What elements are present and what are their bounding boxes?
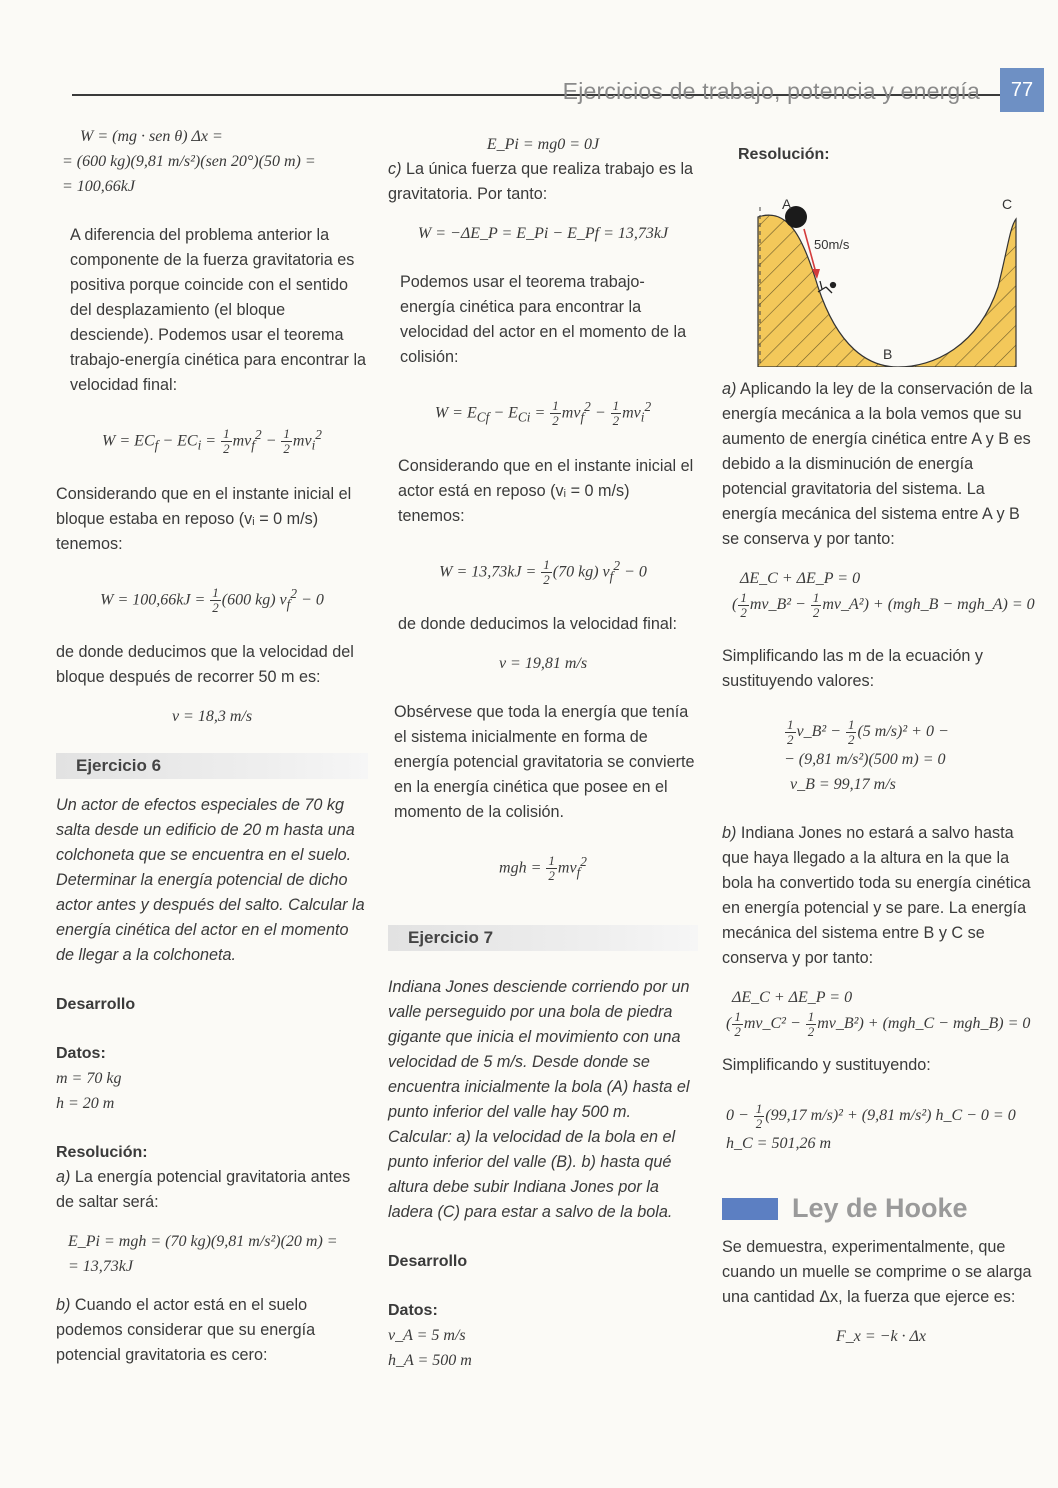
- valley-slope: [758, 215, 1016, 367]
- exercise-7-heading: Ejercicio 7: [388, 925, 698, 951]
- data-line: m = 70 kg: [56, 1070, 122, 1088]
- equation: h_C = 501,26 m: [726, 1135, 832, 1152]
- section-color-block: [722, 1198, 778, 1220]
- label-b: B: [883, 346, 893, 362]
- section-label: Resolución:: [56, 1144, 148, 1162]
- equation: E_Pi = mgh = (70 kg)(9,81 m/s²)(20 m) =: [68, 1233, 338, 1251]
- paragraph: b) Indiana Jones no estará a salvo hasta que haya llegado a la altura en la que la bola ha convertido toda su energía cinética en energía potencial y se pare. La energía mecánica del sistema entre B y C se conserva y por tanto:: [722, 824, 1031, 967]
- equation: ( $\frac{1}{2}$ mv_C² − $\frac{1}{2}$ mv_B²) + (mgh_C − mgh_B) = 0: [726, 1009, 1031, 1039]
- label-speed: 50m/s: [814, 237, 850, 252]
- equation: v_B = 99,17 m/s: [790, 776, 896, 793]
- equation: W = −ΔE_P = E_Pi − E_Pf = 13,73kJ: [417, 225, 669, 242]
- paragraph: Simplificando las m de la ecuación y sustituyendo valores:: [722, 647, 983, 690]
- paragraph: Obsérvese que toda la energía que tenía el sistema inicialmente en forma de energía potencial gravitatoria se convierte en la energía cinética que posee en el momento de la colisión.: [394, 703, 695, 822]
- exercise-7-statement: Indiana Jones desciende corriendo por un valle perseguido por una bola de piedra gigante que inicia el movimiento con una velocidad de 5 m/s. Desde donde se encuentra inicialmente la bola (A) hasta el punto inferior del valle hay 500 m. Calcular: a) la velocidad de la bola en el punto inferior del valle (B). b) hasta qué altura debe subir Indiana Jones por la ladera (C) para estar a salvo de la bola.: [388, 977, 690, 1221]
- equation-substitution: W = 13,73kJ = $\frac{1}{2}$ (70 kg) $v_f^2 - 0$: [439, 556, 647, 587]
- exercise-6-statement: Un actor de efectos especiales de 70 kg salta desde un edificio de 20 m hasta una colchoneta que se encuentra en el suelo. Determinar la energía potencial de dicho actor antes y después del salto. Calcular la energía cinética del actor en el momento de llegar a la colchoneta.: [56, 796, 365, 965]
- paragraph: Simplificando y sustituyendo:: [722, 1056, 931, 1074]
- column-3: [722, 142, 1040, 1349]
- paragraph: c) La única fuerza que realiza trabajo es la gravitatoria. Por tanto:: [388, 160, 694, 203]
- paragraph: de donde deducimos que la velocidad del bloque después de recorrer 50 m es:: [56, 643, 354, 687]
- hooke-title: Ley de Hooke: [792, 1193, 968, 1223]
- paragraph: Podemos usar el teorema trabajo-energía cinética para encontrar la velocidad del actor en el momento de la colisión:: [400, 273, 687, 366]
- equation: W = (mg · sen θ) Δx =: [80, 128, 223, 145]
- data-line: h = 20 m: [56, 1095, 115, 1113]
- equation: − (9,81 m/s²)(500 m) = 0: [784, 751, 946, 768]
- equation: mgh = $\frac{1}{2}$ $mv_f^2$: [499, 853, 587, 884]
- equation-hooke: F_x = −k · Δx: [835, 1328, 927, 1345]
- column-1: [56, 124, 368, 1368]
- valley-diagram: [748, 177, 1038, 367]
- equation-result: v = 18,3 m/s: [171, 708, 253, 726]
- label-a: A: [782, 196, 792, 212]
- paragraph: de donde deducimos la velocidad final:: [398, 615, 677, 634]
- paragraph: Se demuestra, experimentalmente, que cuando un muelle se comprime o se alarga una cantidad Δx, la fuerza que ejerce es:: [722, 1238, 1032, 1306]
- running-figure-icon: [818, 281, 836, 293]
- paragraph: Considerando que en el instante inicial el bloque estaba en reposo (vᵢ = 0 m/s) tenemos:: [56, 484, 352, 553]
- label-c: C: [1002, 196, 1013, 212]
- page-number: 77: [1000, 68, 1044, 112]
- paragraph: a) La energía potencial gravitatoria antes de saltar será:: [56, 1168, 351, 1212]
- section-label: Datos:: [388, 1301, 438, 1319]
- equation: 0 − $\frac{1}{2}$ (99,17 m/s)² + (9,81 m/s²) h_C − 0 = 0: [726, 1101, 1016, 1131]
- equation: E_Pi = mg0 = 0J: [486, 136, 600, 153]
- data-line: v_A = 5 m/s: [388, 1326, 466, 1344]
- paragraph: A diferencia del problema anterior la componente de la fuerza gravitatoria es positiva porque coincide con el sentido del desplazamiento (el bloque desciende). Podemos usar el teorema trabajo-energía cinética para encontrar la velocidad final:: [70, 226, 367, 394]
- equation: = 13,73kJ: [68, 1258, 133, 1276]
- equation: $\frac{1}{2}$ v_B² − $\frac{1}{2}$ (5 m/s)² + 0 −: [787, 717, 949, 747]
- section-label: Datos:: [56, 1045, 106, 1063]
- equation-substitution: W = 100,66kJ = $\frac{1}{2}$ (600 kg) $v_f^2 - 0$: [100, 584, 324, 615]
- paragraph: a) Aplicando la ley de la conservación de la energía mecánica a la bola vemos que su aumento de energía cinética entre A y B es debido a la disminución de energía potencial gravitatoria del sistema. La energía mecánica del sistema entre A y B se conserva y por tanto:: [722, 380, 1033, 548]
- running-header: Ejercicios de trabajo, potencia y energía: [562, 78, 980, 104]
- exercise-6-heading: Ejercicio 6: [56, 753, 368, 779]
- hooke-section-heading: [722, 1193, 1040, 1223]
- data-line: h_A = 500 m: [388, 1351, 472, 1369]
- column-2: [388, 132, 698, 1373]
- equation-work-energy: $W = E_{Cf} - E_{Ci}$ = $\frac{1}{2}$ $mv_f^2$ − $\frac{1}{2}$ $mv_i^2$: [434, 398, 652, 429]
- paragraph: Considerando que en el instante inicial el actor está en reposo (vᵢ = 0 m/s) tenemos:: [398, 456, 694, 525]
- equation: ΔE_C + ΔE_P = 0: [732, 989, 853, 1006]
- equation: ( $\frac{1}{2}$ mv_B² − $\frac{1}{2}$ mv_A²) + (mgh_B − mgh_A) = 0: [732, 590, 1035, 620]
- equation: ΔE_C + ΔE_P = 0: [740, 570, 861, 587]
- paragraph: b) Cuando el actor está en el suelo podemos considerar que su energía potencial gravitatoria es cero:: [56, 1296, 316, 1365]
- section-label: Desarrollo: [388, 1252, 468, 1270]
- equation-work-energy: $W = EC_f - EC_i$ = $\frac{1}{2}$ $mv_f^2$ − $\frac{1}{2}$ $mv_i^2$: [102, 426, 322, 457]
- equation: = 100,66kJ: [62, 178, 135, 195]
- section-label: Desarrollo: [56, 996, 136, 1014]
- section-label: Resolución:: [738, 146, 830, 163]
- equation: = (600 kg)(9,81 m/s²)(sen 20°)(50 m) =: [62, 153, 316, 170]
- equation-result: v = 19,81 m/s: [498, 655, 588, 673]
